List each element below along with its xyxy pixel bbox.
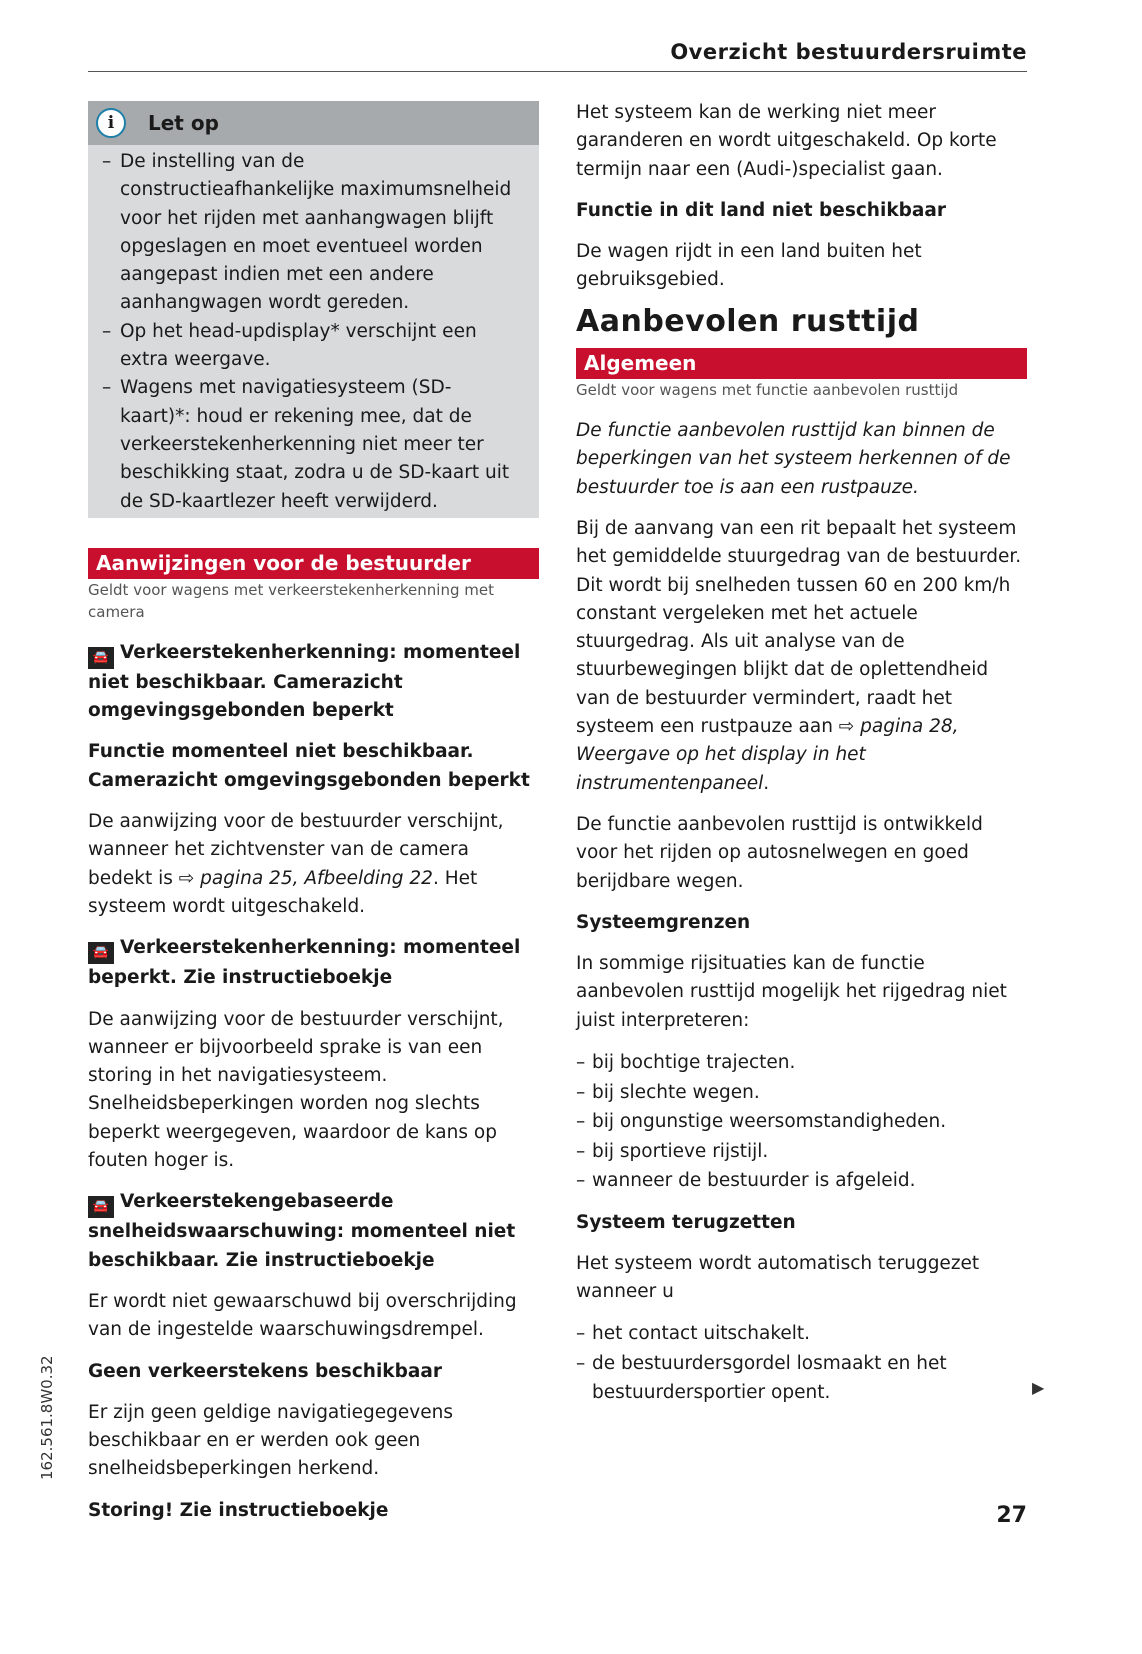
section-title: Aanwijzingen voor de bestuurder (88, 548, 539, 579)
heading: Functie momenteel niet beschikbaar. Camerazicht omgevingsgebonden beperkt (88, 741, 530, 791)
applies-note: Geldt voor wagens met verkeerstekenherkenning met camera (88, 580, 494, 621)
applies-note: Geldt voor wagens met functie aanbevolen rusttijd (576, 381, 959, 400)
note-item: – De instelling van de constructieafhankelijke maximumsnelheid voor het rijden met aanhangwagen blijft opgeslagen en moet eventueel worden aangepast indien met een andere aanhangwagen wordt gereden. (102, 148, 521, 318)
traffic-sign-camera-icon: 🚘 (88, 942, 114, 964)
list-item: – het contact uitschakelt. (576, 1319, 1027, 1349)
heading: 🚘 Verkeerstekenherkenning: momenteel beperkt. Zie instructieboekje (88, 937, 521, 989)
left-column (88, 101, 539, 1538)
heading: Storing! Zie instructieboekje (88, 1499, 389, 1521)
list-item: – bij bochtige trajecten. (576, 1048, 1027, 1078)
chapter-title: Aanbevolen rusttijd (576, 303, 920, 339)
paragraph: Bij de aanvang van een rit bepaalt het systeem het gemiddelde stuurgedrag van de bestuurder. Dit wordt bij snelheden tussen 60 en 200 km/h constant vergeleken met het actuele stuurgedrag. Als uit analyse van de stuurbewegingen blijkt dat de oplettendheid van de bestuurder vermindert, raadt het systeem een rustpauze aan ⇨ pagina 28, Weergave op het display in het instrumentenpaneel. (576, 517, 1022, 794)
heading: Functie in dit land niet beschikbaar (576, 199, 946, 221)
heading: Systeem terugzetten (576, 1211, 796, 1233)
traffic-sign-camera-icon: 🚘 (88, 647, 114, 669)
list-item: – de bestuurdersgordel losmaakt en het bestuurdersportier opent. (576, 1349, 1027, 1408)
paragraph: De aanwijzing voor de bestuurder verschijnt, wanneer het zichtvenster van de camera bedekt is ⇨ pagina 25, Afbeelding 22. Het systeem wordt uitgeschakeld. (88, 811, 504, 917)
info-icon: i (96, 108, 126, 138)
paragraph: In sommige rijsituaties kan de functie aanbevolen rusttijd mogelijk het rijgedrag niet juist interpreteren: (576, 953, 1007, 1031)
list-item: – bij slechte wegen. (576, 1078, 1027, 1108)
continue-arrow-icon: ▶ (1032, 1378, 1045, 1397)
list-item: – wanneer de bestuurder is afgeleid. (576, 1166, 1027, 1196)
note-box (88, 101, 539, 518)
heading: 🚘 Verkeerstekenherkenning: momenteel niet beschikbaar. Camerazicht omgevingsgebonden beperkt (88, 641, 521, 722)
reset-list (576, 1319, 1027, 1408)
section-title: Algemeen (576, 348, 1027, 379)
paragraph: De functie aanbevolen rusttijd is ontwikkeld voor het rijden op autosnelwegen en goed berijdbare wegen. (576, 813, 983, 892)
limits-list (576, 1048, 1027, 1196)
page-number: 27 (996, 1503, 1027, 1528)
paragraph: Het systeem wordt automatisch teruggezet wanneer u (576, 1252, 980, 1303)
paragraph: Het systeem kan de werking niet meer garanderen en wordt uitgeschakeld. Op korte termijn naar een (Audi-)specialist gaan. (576, 102, 997, 180)
traffic-sign-camera-icon: 🚘 (88, 1196, 114, 1218)
heading: Geen verkeerstekens beschikbaar (88, 1360, 442, 1382)
list-item: – bij sportieve rijstijl. (576, 1137, 1027, 1167)
running-header: Overzicht bestuurdersruimte (88, 40, 1027, 72)
intro-paragraph: De functie aanbevolen rusttijd kan binnen de beperkingen van het systeem herkennen of de bestuurder toe is aan een rustpauze. (576, 420, 1011, 498)
paragraph: Er wordt niet gewaarschuwd bij overschrijding van de ingestelde waarschuwingsdrempel. (88, 1290, 517, 1341)
page-reference-link[interactable]: ⇨ pagina 28, Weergave op het display in het instrumentenpaneel (576, 716, 959, 794)
note-title: Let op (148, 110, 219, 135)
paragraph: De wagen rijdt in een land buiten het gebruiksgebied. (576, 241, 922, 291)
note-header (88, 101, 539, 145)
paragraph: De aanwijzing voor de bestuurder verschijnt, wanneer er bijvoorbeeld sprake is van een storing in het navigatiesysteem. Snelheidsbeperkingen worden nog slechts beperkt weergegeven, waardoor de kans op fouten hoger is. (88, 1008, 504, 1172)
heading: Systeemgrenzen (576, 911, 751, 933)
list-item: – bij ongunstige weersomstandigheden. (576, 1107, 1027, 1137)
document-code: 162.561.8W0.32 (38, 1355, 56, 1480)
note-item: – Wagens met navigatiesysteem (SD-kaart)*: houd er rekening mee, dat de verkeerstekenherkenning niet meer ter beschikking staat, zodra u de SD-kaart uit de SD-kaartlezer heeft verwijderd. (102, 374, 521, 515)
heading: 🚘 Verkeerstekengebaseerde snelheidswaarschuwing: momenteel niet beschikbaar. Zie instructieboekje (88, 1191, 516, 1271)
right-column (576, 99, 1027, 1421)
page-reference-link[interactable]: ⇨ pagina 25, Afbeelding 22 (178, 867, 433, 889)
note-item: – Op het head-updisplay* verschijnt een extra weergave. (102, 318, 521, 375)
paragraph: Er zijn geen geldige navigatiegegevens beschikbaar en er werden ook geen snelheidsbeperkingen herkend. (88, 1401, 453, 1480)
